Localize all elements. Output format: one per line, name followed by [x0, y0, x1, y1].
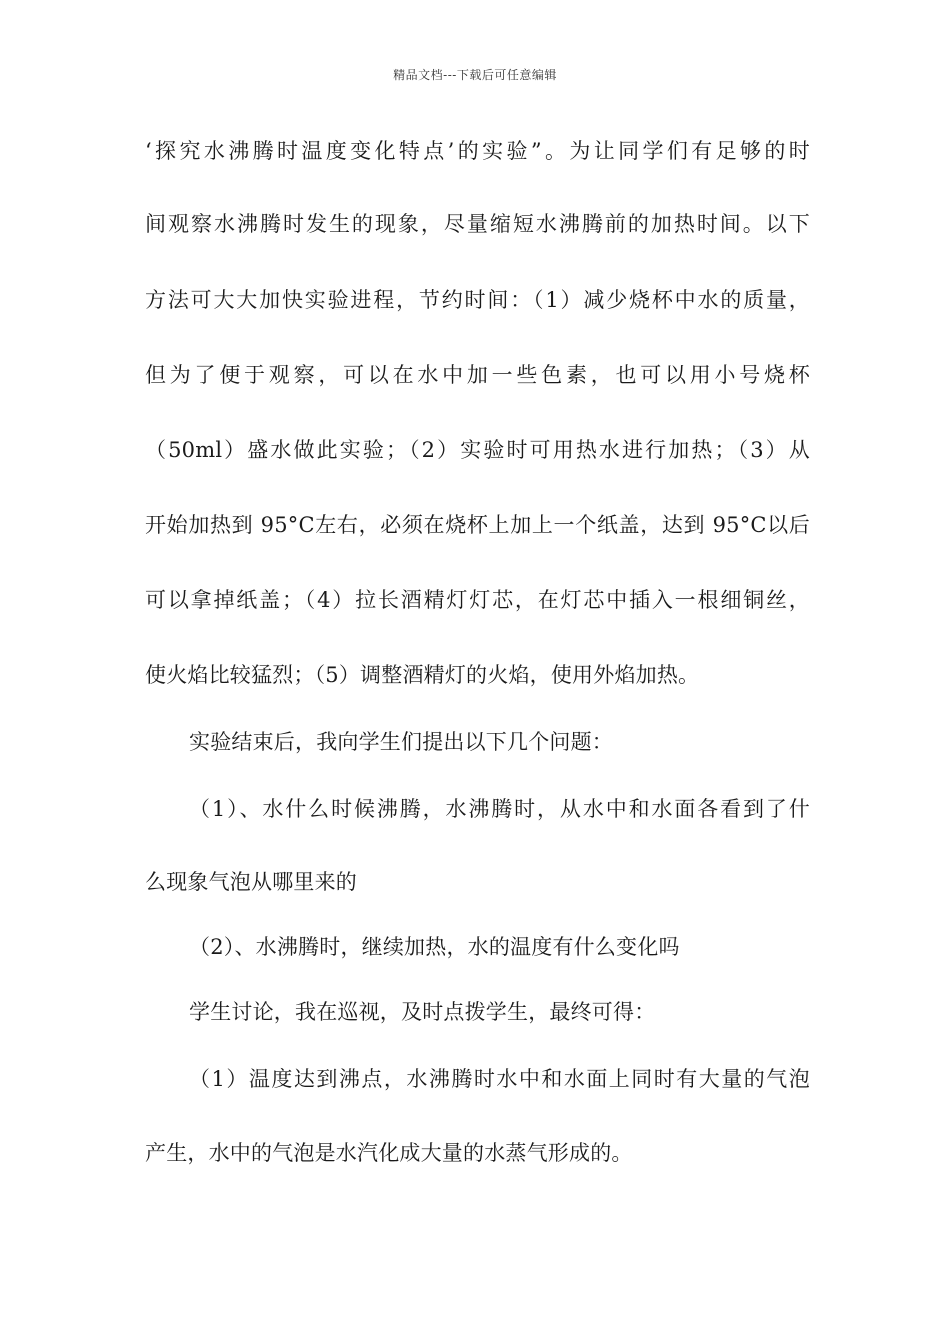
text-line-9: 实验结束后，我向学生们提出以下几个问题： [189, 730, 613, 754]
text-line-3: 方法可大大加快实验进程，节约时间：（1）减少烧杯中水的质量， [145, 288, 810, 312]
text-line-10: （1）、水什么时候沸腾，水沸腾时，从水中和水面各看到了什 [189, 797, 810, 821]
text-line-7: 可以拿掉纸盖；（4）拉长酒精灯灯芯，在灯芯中插入一根细铜丝， [145, 588, 810, 612]
text-line-12: （2）、水沸腾时，继续加热，水的温度有什么变化吗 [189, 935, 680, 959]
text-line-5: （50ml）盛水做此实验；（2）实验时可用热水进行加热；（3）从 [145, 438, 810, 462]
text-line-8: 使火焰比较猛烈；（5）调整酒精灯的火焰，使用外焰加热。 [145, 663, 700, 687]
text-line-6: 开始加热到 95°C左右，必须在烧杯上加上一个纸盖，达到 95°C以后 [145, 513, 810, 537]
text-line-1: ‘探究水沸腾时温度变化特点’的实验”。为让同学们有足够的时 [145, 139, 810, 163]
text-line-2: 间观察水沸腾时发生的现象，尽量缩短水沸腾前的加热时间。以下 [145, 212, 810, 236]
page-header: 精品文档---下载后可任意编辑 [393, 68, 557, 82]
text-line-15: 产生，水中的气泡是水汽化成大量的水蒸气形成的。 [145, 1141, 633, 1165]
text-line-13: 学生讨论，我在巡视，及时点拨学生，最终可得： [189, 1000, 656, 1024]
text-line-14: （1）温度达到沸点，水沸腾时水中和水面上同时有大量的气泡 [189, 1067, 810, 1091]
text-line-11: 么现象气泡从哪里来的 [145, 870, 357, 894]
text-line-4: 但为了便于观察，可以在水中加一些色素，也可以用小号烧杯 [145, 363, 810, 387]
